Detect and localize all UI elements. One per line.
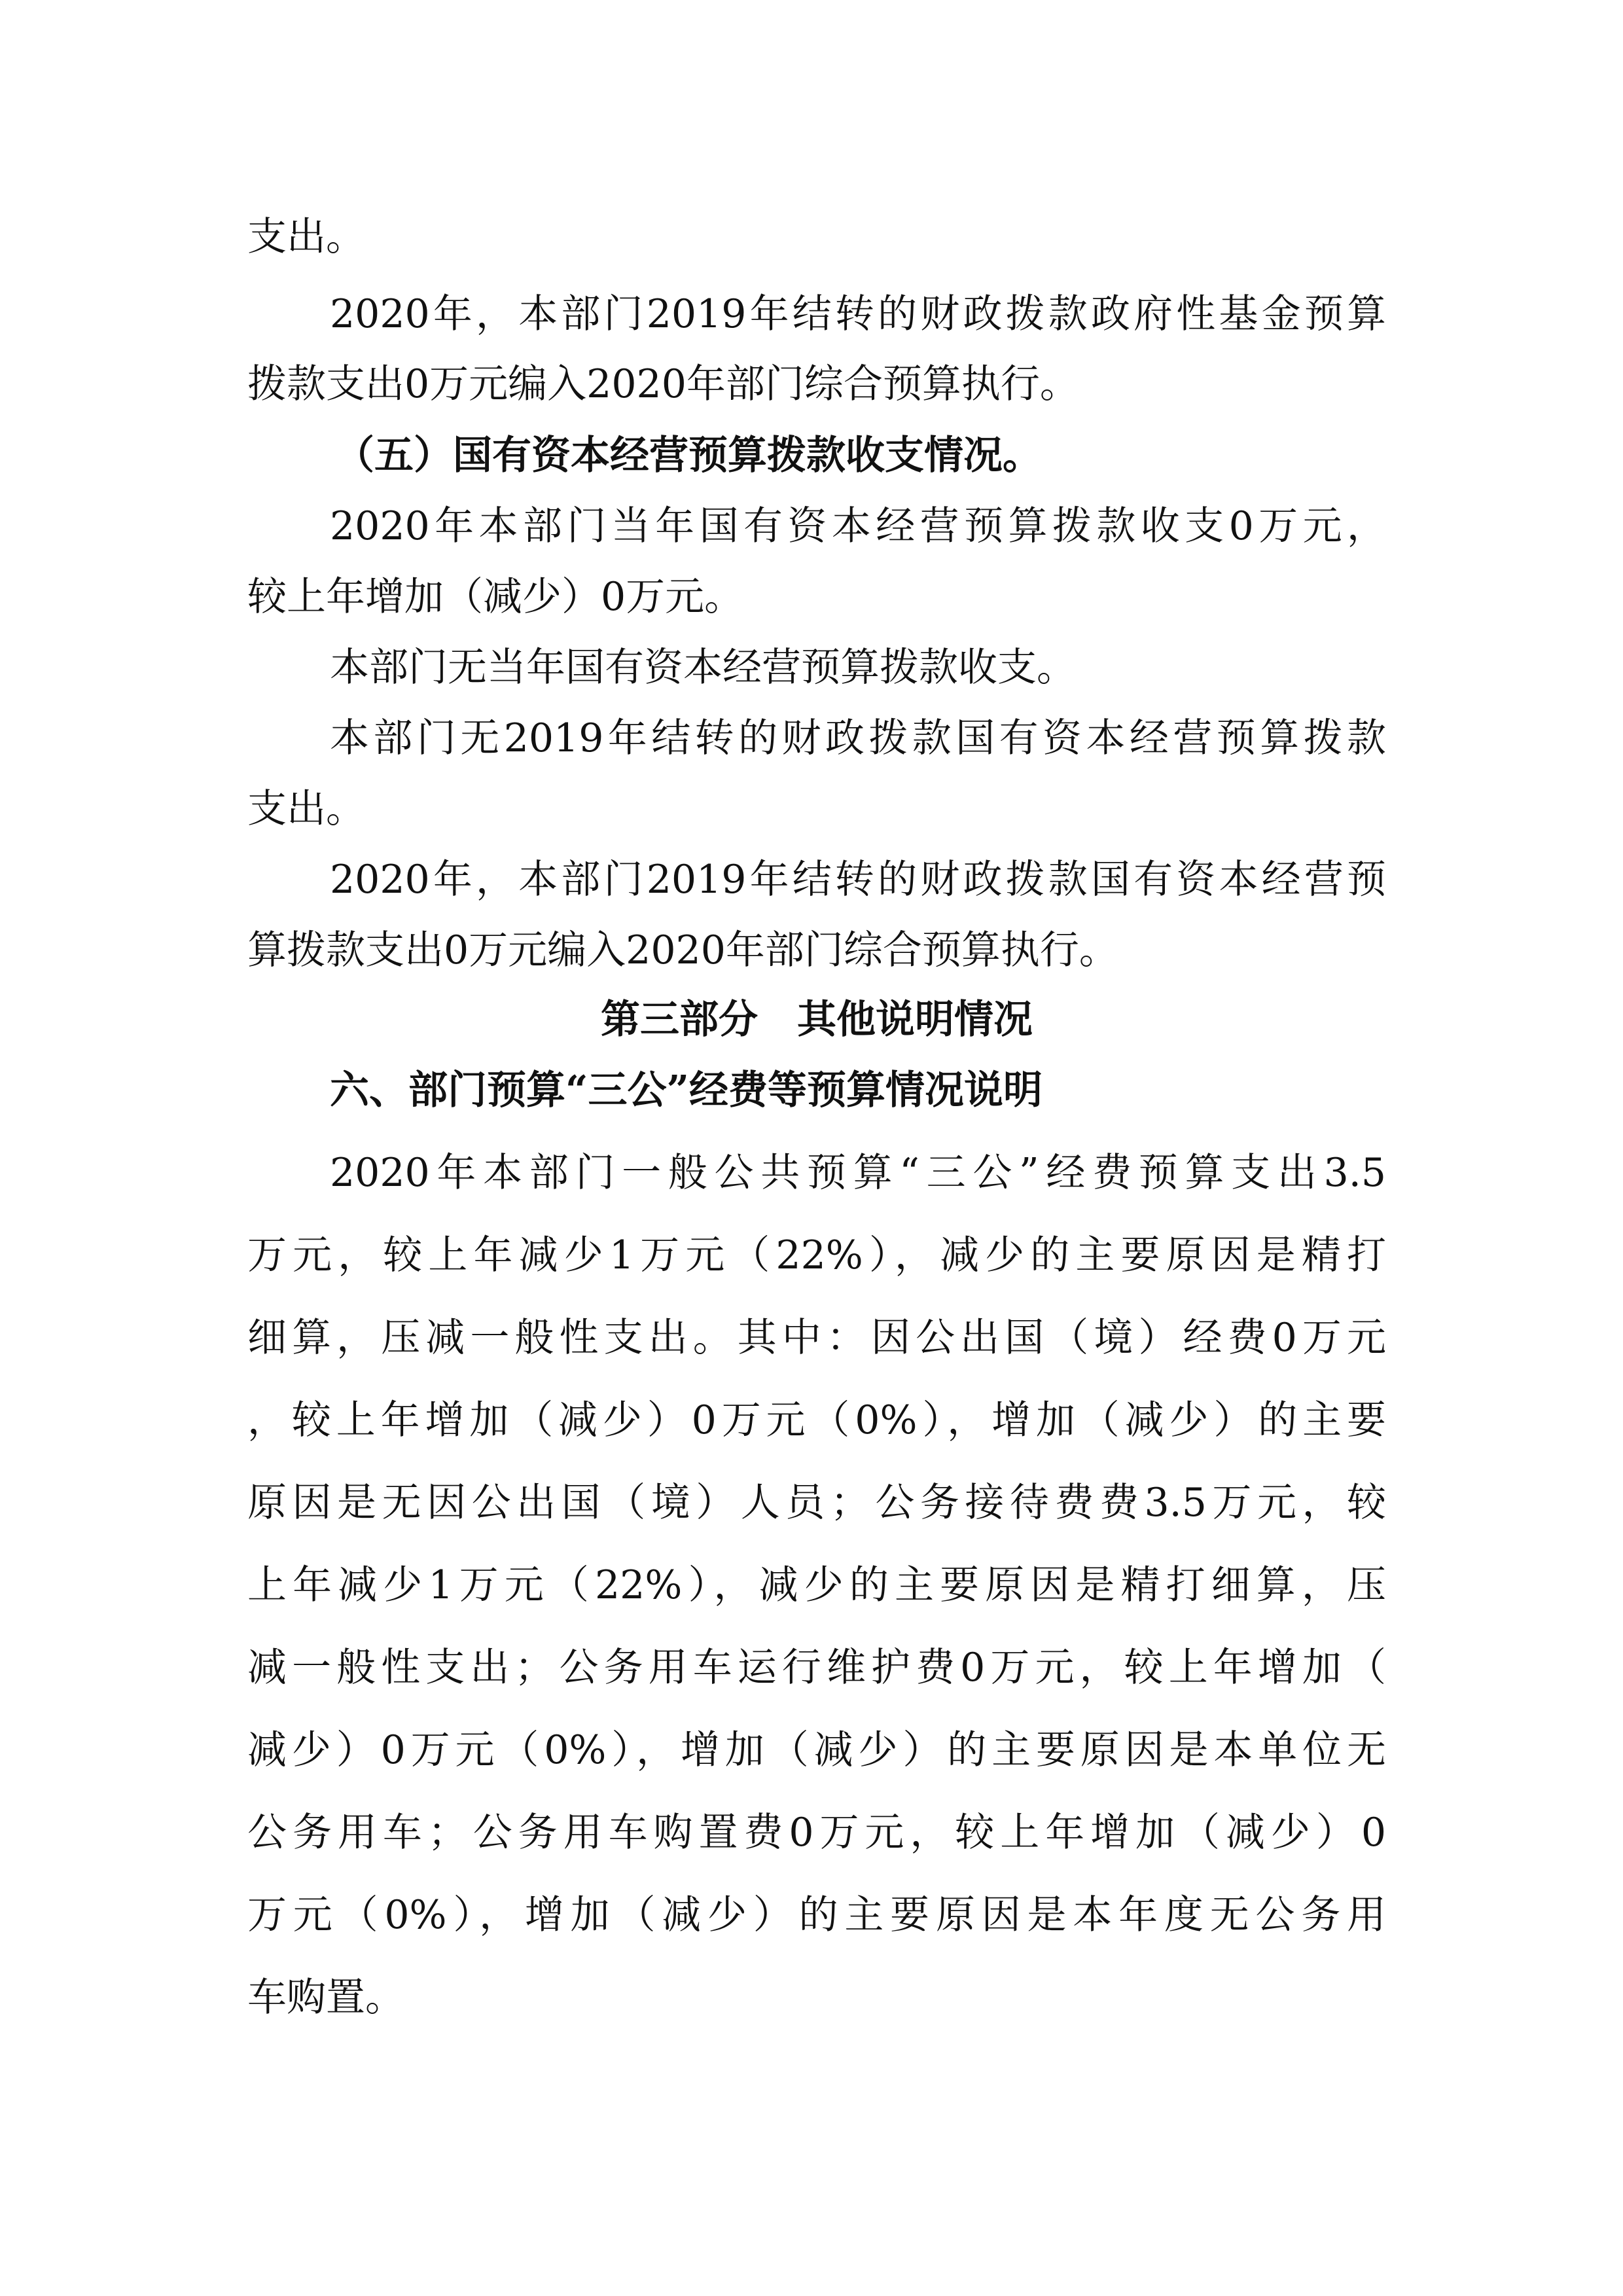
paragraph-line: 公务用车；公务用车购置费0万元，较上年增加（减少）0 <box>247 1810 1386 1856</box>
paragraph-line: 本部门无2019年结转的财政拨款国有资本经营预算拨款 <box>330 715 1386 761</box>
paragraph-line: 算拨款支出0万元编入2020年部门综合预算执行。 <box>247 927 1118 973</box>
section-heading: 六、部门预算“三公”经费等预算情况说明 <box>330 1067 1043 1113</box>
paragraph-line: 2020年，本部门2019年结转的财政拨款国有资本经营预 <box>330 857 1386 903</box>
paragraph-line: 2020年本部门一般公共预算“三公”经费预算支出3.5 <box>330 1150 1386 1196</box>
paragraph-line: 万元，较上年减少1万元（22%），减少的主要原因是精打 <box>247 1232 1386 1278</box>
paragraph-line: 支出。 <box>247 214 365 260</box>
paragraph-line: 较上年增加（减少）0万元。 <box>247 574 744 620</box>
section-heading: （五）国有资本经营预算拨款收支情况。 <box>335 433 1042 478</box>
paragraph-line: 支出。 <box>247 786 365 832</box>
paragraph-line: 原因是无因公出国（境）人员；公务接待费费3.5万元，较 <box>247 1480 1386 1526</box>
paragraph-line: 2020年本部门当年国有资本经营预算拨款收支0万元， <box>330 503 1386 549</box>
paragraph-line: 车购置。 <box>247 1975 404 2020</box>
paragraph-line: 拨款支出0万元编入2020年部门综合预算执行。 <box>247 361 1079 407</box>
paragraph-line: 2020年，本部门2019年结转的财政拨款政府性基金预算 <box>330 291 1386 337</box>
paragraph-line: ，较上年增加（减少）0万元（0%），增加（减少）的主要 <box>247 1397 1386 1443</box>
paragraph-line: 减少）0万元（0%），增加（减少）的主要原因是本单位无 <box>247 1727 1386 1773</box>
paragraph-line: 本部门无当年国有资本经营预算拨款收支。 <box>330 645 1076 691</box>
paragraph-line: 万元（0%），增加（减少）的主要原因是本年度无公务用 <box>247 1892 1386 1938</box>
paragraph-line: 减一般性支出；公务用车运行维护费0万元，较上年增加（ <box>247 1645 1386 1691</box>
paragraph-line: 细算，压减一般性支出。其中：因公出国（境）经费0万元 <box>247 1315 1386 1361</box>
paragraph-line: 上年减少1万元（22%），减少的主要原因是精打细算，压 <box>247 1562 1386 1608</box>
part-heading: 第三部分 其他说明情况 <box>601 997 1033 1043</box>
